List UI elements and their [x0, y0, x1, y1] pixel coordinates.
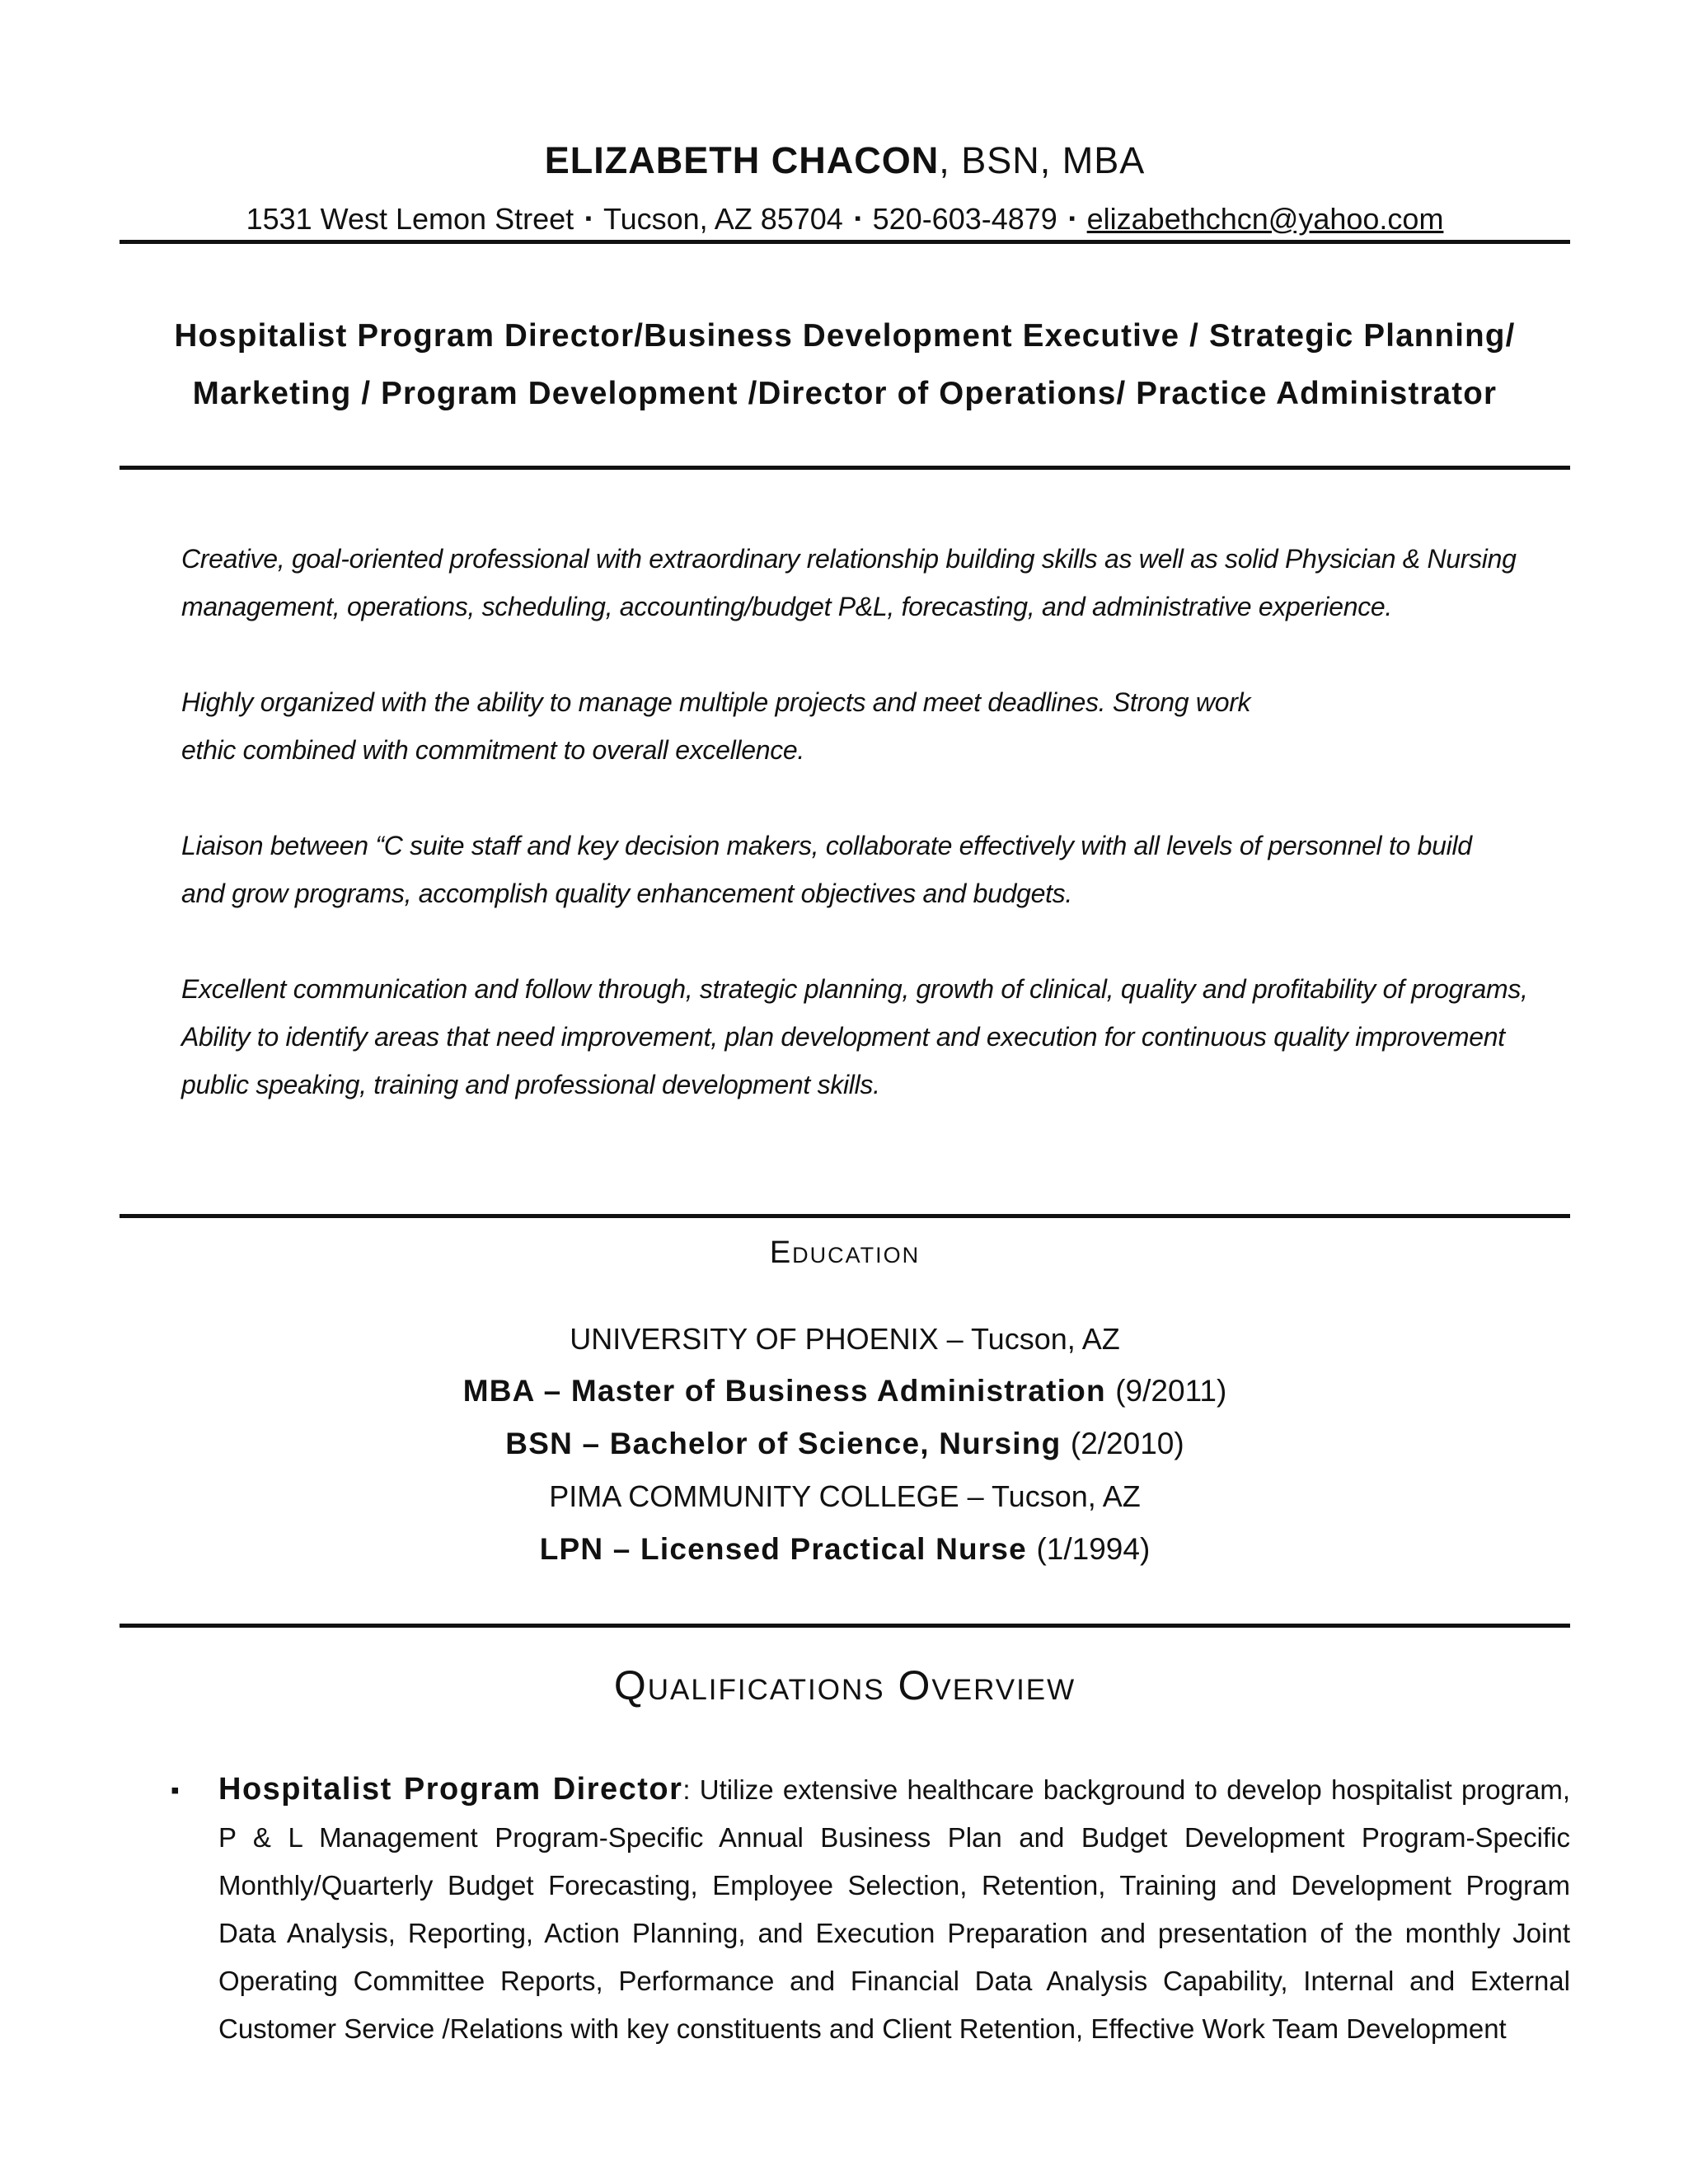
degree-line [120, 1423, 1570, 1465]
separator-icon: ▪ [1068, 208, 1076, 228]
qualifications-heading: Qualifications Overview [613, 1662, 1076, 1708]
education-divider [120, 1624, 1570, 1628]
degree-line [120, 1529, 1570, 1570]
bullet-icon: ▪ [171, 1777, 180, 1804]
candidate-credentials: , BSN, MBA [939, 139, 1146, 181]
objective-divider [120, 466, 1570, 470]
separator-icon: ▪ [854, 208, 861, 228]
degree-line [120, 1371, 1570, 1412]
summary-divider [120, 1214, 1570, 1218]
qualification-title: Hospitalist Program Director [218, 1772, 683, 1807]
qualification-item [218, 1765, 1570, 2053]
school-name: UNIVERSITY OF PHOENIX – Tucson, AZ [570, 1322, 1120, 1356]
email-link[interactable]: elizabethchcn@yahoo.com [1086, 202, 1444, 236]
separator-icon: ▪ [585, 208, 592, 228]
city-state-zip: Tucson, AZ 85704 [603, 202, 843, 236]
objective-line-2: Marketing / Program Development /Director of Operations/ Practice Administrator [192, 376, 1498, 411]
qualification-description: Utilize extensive healthcare background to develop hospitalist program, P & L Management Program-Specific Annual Business Plan and Budget Development Program-Specific Monthly/Quarterly Budget Forecasting, Employee Selection, Retention, Training and Development Program Data Analysis, Reporting, Action Planning, and Execution Preparation and presentation of the monthly Joint Operating Committee Reports, Performance and Financial Data Analysis Capability, Internal and External Customer Service /Relations with key constituents and Client Retention, Effective Work Team Development [218, 1774, 1570, 2044]
education-heading: Education [769, 1235, 921, 1270]
degree-name: LPN – Licensed Practical Nurse [539, 1532, 1027, 1566]
phone-number: 520-603-4879 [872, 202, 1057, 236]
objective-line-1: Hospitalist Program Director/Business Development Executive / Strategic Planning/ [174, 318, 1516, 354]
summary-paragraph: Liaison between “C suite staff and key decision makers, collaborate effectively with all levels of personnel to build and grow programs, accomplish quality enhancement objectives and budgets. [181, 831, 1472, 908]
degree-name: BSN – Bachelor of Science, Nursing [505, 1427, 1062, 1460]
summary-paragraph: Creative, goal-oriented professional with extraordinary relationship building skills as well as solid Physician & Nursing management, operations, scheduling, accounting/budget P&L, forecasting, and administrative experience. [181, 544, 1517, 621]
summary-paragraph: Highly organized with the ability to manage multiple projects and meet deadlines. Strong work ethic combined with commitment to overall excellence. [181, 687, 1251, 765]
degree-name: MBA – Master of Business Administration [462, 1374, 1106, 1408]
header-divider [120, 240, 1570, 244]
summary-paragraph: Excellent communication and follow through, strategic planning, growth of clinical, quality and profitability of programs, Ability to identify areas that need improvement, plan development and execution for continuous quality improvement public speaking, training and professional development skills. [181, 974, 1528, 1099]
qualification-colon: : [682, 1774, 691, 1805]
street-address: 1531 West Lemon Street [246, 202, 574, 236]
candidate-name: ELIZABETH CHACON [544, 139, 940, 181]
degree-date: (9/2011) [1115, 1374, 1227, 1408]
contact-line [120, 198, 1570, 240]
candidate-name-line [120, 136, 1570, 185]
school-name: PIMA COMMUNITY COLLEGE – Tucson, AZ [549, 1479, 1141, 1513]
degree-date: (2/2010) [1070, 1427, 1184, 1460]
degree-date: (1/1994) [1036, 1532, 1151, 1566]
professional-summary [181, 535, 1566, 1156]
